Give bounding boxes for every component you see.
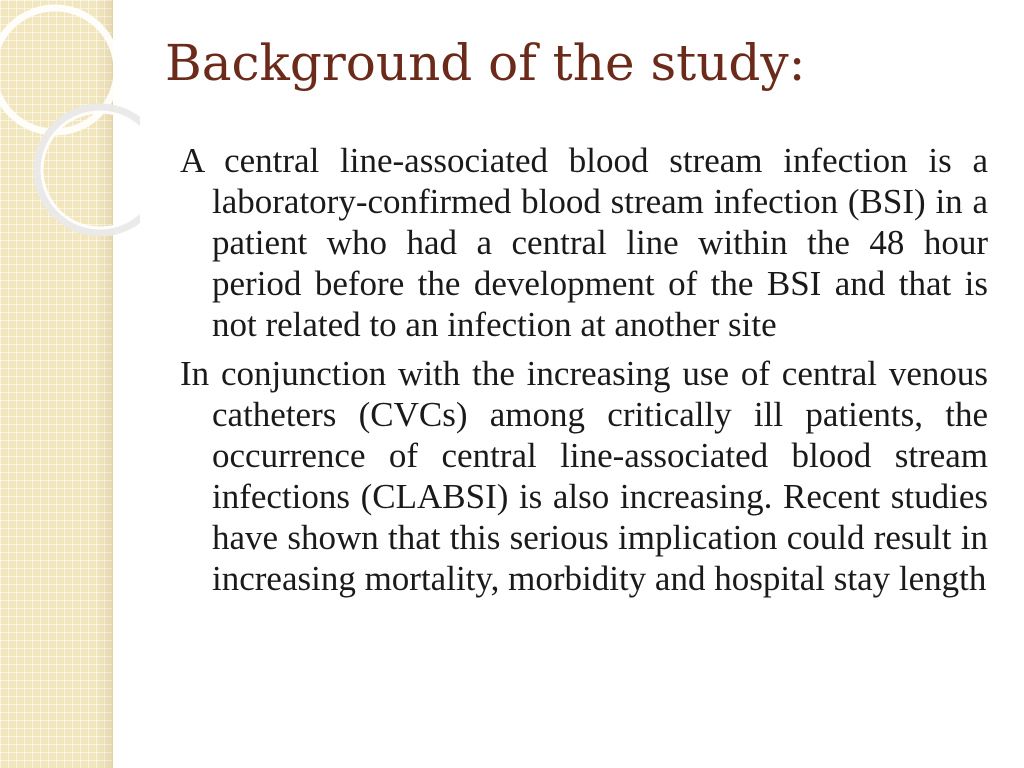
- slide-title: Background of the study:: [165, 34, 806, 92]
- strip-shadow: [96, 0, 112, 768]
- bullet-clabsi-definition: A central line-associated blood stream infection is a laboratory-confirmed blood stream infection (BSI) in a patient who had a central line within the 48 hour period before the development of the BSI and that is not related to an infection at another site: [180, 141, 988, 344]
- bullet-list: [180, 140, 988, 607]
- bullet-clabsi-increase: In conjunction with the increasing use of central venous catheters (CVCs) among critically ill patients, the occurrence of central line-associated blood stream infections (CLABSI) is also increasing. Recent studies have shown that this serious implication could result in increasing mortality, morbidity and hospital stay length: [180, 354, 988, 598]
